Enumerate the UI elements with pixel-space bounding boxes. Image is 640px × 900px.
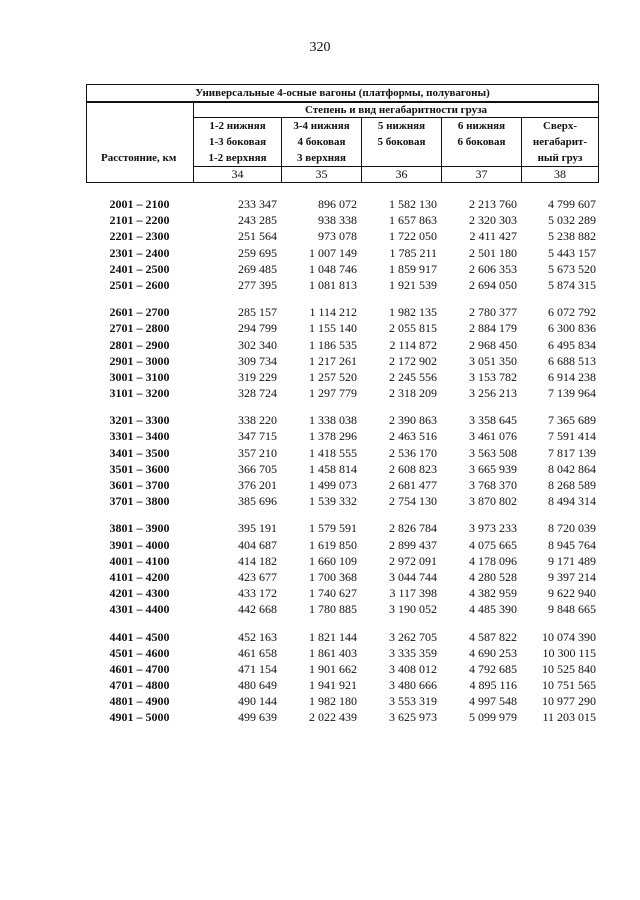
table-row xyxy=(86,629,598,645)
distance-cell: 2601 – 2700 xyxy=(109,305,170,320)
distance-cell: 2901 – 3000 xyxy=(109,353,170,368)
value-cell: 1 539 332 xyxy=(309,494,357,509)
value-cell: 1 785 211 xyxy=(389,245,437,260)
value-cell: 385 696 xyxy=(238,494,277,509)
value-cell: 2 826 784 xyxy=(389,521,437,536)
value-cell: 480 649 xyxy=(238,678,277,693)
value-cell: 3 480 666 xyxy=(389,678,437,693)
distance-cell: 3301 – 3400 xyxy=(109,429,170,444)
distance-column-header: Расстояние, км xyxy=(87,102,194,183)
table-row xyxy=(86,196,598,212)
distance-cell: 2101 – 2200 xyxy=(109,213,170,228)
value-cell: 269 485 xyxy=(238,261,277,276)
value-cell: 2 463 516 xyxy=(389,429,437,444)
value-cell: 1 186 535 xyxy=(309,337,357,352)
value-cell: 1 619 850 xyxy=(309,537,357,552)
value-cell: 2 608 823 xyxy=(389,461,437,476)
value-cell: 3 553 319 xyxy=(389,694,437,709)
distance-cell: 4501 – 4600 xyxy=(109,645,170,660)
value-cell: 10 525 840 xyxy=(542,661,596,676)
table-row xyxy=(86,245,598,261)
value-cell: 294 799 xyxy=(238,321,277,336)
value-cell: 8 268 589 xyxy=(548,478,596,492)
value-cell: 2 411 427 xyxy=(469,229,517,244)
distance-cell: 4001 – 4100 xyxy=(109,553,170,568)
column-header-37: 6 нижняя 6 боковая xyxy=(442,118,522,167)
table-row xyxy=(86,693,598,709)
value-cell: 309 734 xyxy=(238,353,277,368)
table-row xyxy=(86,645,598,661)
table-row xyxy=(86,277,598,293)
value-cell: 1 700 368 xyxy=(309,569,357,584)
value-cell: 4 587 822 xyxy=(469,629,517,644)
table-body xyxy=(86,196,598,737)
value-cell: 319 229 xyxy=(238,369,277,384)
table-row xyxy=(86,212,598,228)
distance-cell: 3201 – 3300 xyxy=(109,413,170,428)
value-cell: 1 155 140 xyxy=(309,321,357,336)
value-cell: 4 075 665 xyxy=(469,537,517,552)
value-cell: 2 884 179 xyxy=(469,321,517,336)
distance-cell: 3101 – 3200 xyxy=(109,386,170,401)
value-cell: 9 622 940 xyxy=(548,586,596,601)
value-cell: 4 997 548 xyxy=(469,694,517,709)
value-cell: 4 895 116 xyxy=(469,678,517,693)
distance-cell: 4701 – 4800 xyxy=(109,678,170,693)
distance-cell: 2001 – 2100 xyxy=(109,197,170,211)
value-cell: 3 768 370 xyxy=(469,478,517,492)
value-cell: 423 677 xyxy=(238,569,277,584)
value-cell: 2 972 091 xyxy=(389,553,437,568)
table-row xyxy=(86,445,598,461)
value-cell: 1 722 050 xyxy=(389,229,437,244)
distance-cell: 2501 – 2600 xyxy=(109,277,170,292)
value-cell: 5 874 315 xyxy=(548,277,596,292)
value-cell: 5 032 289 xyxy=(548,213,596,228)
value-cell: 4 178 096 xyxy=(469,553,517,568)
value-cell: 277 395 xyxy=(238,277,277,292)
table-row xyxy=(86,493,598,509)
value-cell: 1 859 917 xyxy=(389,261,437,276)
value-cell: 8 494 314 xyxy=(548,494,596,509)
column-header-34: 1-2 нижняя 1-3 боковая 1-2 верхняя xyxy=(194,118,282,167)
value-cell: 1 921 539 xyxy=(389,277,437,292)
value-cell: 1 081 813 xyxy=(309,277,357,292)
value-cell: 1 941 921 xyxy=(309,678,357,693)
value-cell: 1 297 779 xyxy=(309,386,357,401)
table-row xyxy=(86,337,598,353)
value-cell: 2 114 872 xyxy=(389,337,437,352)
value-cell: 3 358 645 xyxy=(469,413,517,428)
value-cell: 302 340 xyxy=(238,337,277,352)
value-cell: 6 495 834 xyxy=(548,337,596,352)
table-row xyxy=(86,477,598,493)
value-cell: 6 072 792 xyxy=(548,305,596,320)
value-cell: 404 687 xyxy=(238,537,277,552)
value-cell: 347 715 xyxy=(238,429,277,444)
value-cell: 461 658 xyxy=(238,645,277,660)
table-row xyxy=(86,461,598,477)
table-row xyxy=(86,320,598,336)
value-cell: 2 055 815 xyxy=(389,321,437,336)
value-cell: 4 280 528 xyxy=(469,569,517,584)
value-cell: 3 563 508 xyxy=(469,445,517,460)
value-cell: 471 154 xyxy=(238,661,277,676)
distance-cell: 2301 – 2400 xyxy=(109,245,170,260)
value-cell: 3 256 213 xyxy=(469,386,517,401)
distance-cell: 3401 – 3500 xyxy=(109,445,170,460)
value-cell: 2 899 437 xyxy=(389,537,437,552)
value-cell: 2 501 180 xyxy=(469,245,517,260)
value-cell: 3 153 782 xyxy=(469,369,517,384)
value-cell: 1 582 130 xyxy=(389,197,437,211)
table-row xyxy=(86,353,598,369)
distance-cell: 4401 – 4500 xyxy=(109,629,170,644)
value-cell: 1 499 073 xyxy=(309,478,357,492)
value-cell: 233 347 xyxy=(238,197,277,211)
column-header-36: 5 нижняя 5 боковая xyxy=(362,118,442,167)
value-cell: 10 300 115 xyxy=(542,645,596,660)
table-row xyxy=(86,661,598,677)
row-group xyxy=(86,304,598,401)
value-cell: 1 418 555 xyxy=(309,445,357,460)
value-cell: 2 213 760 xyxy=(469,197,517,211)
value-cell: 285 157 xyxy=(238,305,277,320)
value-cell: 366 705 xyxy=(238,461,277,476)
distance-cell: 3801 – 3900 xyxy=(109,521,170,536)
value-cell: 259 695 xyxy=(238,245,277,260)
value-cell: 1 982 135 xyxy=(389,305,437,320)
value-cell: 1 257 520 xyxy=(309,369,357,384)
distance-cell: 2701 – 2800 xyxy=(109,321,170,336)
distance-cell: 3001 – 3100 xyxy=(109,369,170,384)
value-cell: 1 780 885 xyxy=(309,602,357,617)
value-cell: 2 754 130 xyxy=(389,494,437,509)
distance-cell: 4801 – 4900 xyxy=(109,694,170,709)
column-header-38: Сверх- негабарит- ный груз xyxy=(522,118,599,167)
value-cell: 2 606 353 xyxy=(469,261,517,276)
value-cell: 3 044 744 xyxy=(389,569,437,584)
value-cell: 3 665 939 xyxy=(469,461,517,476)
distance-cell: 4201 – 4300 xyxy=(109,586,170,601)
table-row xyxy=(86,677,598,693)
value-cell: 1 048 746 xyxy=(309,261,357,276)
value-cell: 9 171 489 xyxy=(548,553,596,568)
column-header-35: 3-4 нижняя 4 боковая 3 верхняя xyxy=(282,118,362,167)
table-row xyxy=(86,412,598,428)
distance-cell: 4901 – 5000 xyxy=(109,710,170,725)
value-cell: 973 078 xyxy=(318,229,357,244)
value-cell: 9 848 665 xyxy=(548,602,596,617)
value-cell: 3 335 359 xyxy=(389,645,437,660)
value-cell: 4 485 390 xyxy=(469,602,517,617)
column-number: 38 xyxy=(522,167,599,183)
value-cell: 1 007 149 xyxy=(309,245,357,260)
value-cell: 3 117 398 xyxy=(389,586,437,601)
value-cell: 3 870 802 xyxy=(469,494,517,509)
value-cell: 6 688 513 xyxy=(548,353,596,368)
distance-cell: 2801 – 2900 xyxy=(109,337,170,352)
value-cell: 1 114 212 xyxy=(309,305,357,320)
value-cell: 4 690 253 xyxy=(469,645,517,660)
value-cell: 3 051 350 xyxy=(469,353,517,368)
value-cell: 357 210 xyxy=(238,445,277,460)
value-cell: 2 320 303 xyxy=(469,213,517,228)
value-cell: 243 285 xyxy=(238,213,277,228)
distance-cell: 3901 – 4000 xyxy=(109,537,170,552)
column-number: 35 xyxy=(282,167,362,183)
value-cell: 2 694 050 xyxy=(469,277,517,292)
value-cell: 2 681 477 xyxy=(389,478,437,492)
value-cell: 4 382 959 xyxy=(469,586,517,601)
table-title: Универсальные 4-осные вагоны (платформы, полувагоны) xyxy=(87,85,599,103)
value-cell: 3 190 052 xyxy=(389,602,437,617)
table-subtitle: Степень и вид негабаритности груза xyxy=(194,102,599,118)
row-group xyxy=(86,520,598,617)
column-number: 34 xyxy=(194,167,282,183)
value-cell: 8 042 864 xyxy=(548,461,596,476)
distance-cell: 2401 – 2500 xyxy=(109,261,170,276)
distance-cell: 4301 – 4400 xyxy=(109,602,170,617)
value-cell: 442 668 xyxy=(238,602,277,617)
value-cell: 938 338 xyxy=(318,213,357,228)
value-cell: 10 751 565 xyxy=(542,678,596,693)
table-row xyxy=(86,553,598,569)
value-cell: 3 408 012 xyxy=(389,661,437,676)
distance-cell: 3601 – 3700 xyxy=(109,478,170,492)
value-cell: 251 564 xyxy=(238,229,277,244)
value-cell: 414 182 xyxy=(238,553,277,568)
value-cell: 1 338 038 xyxy=(309,413,357,428)
table-row xyxy=(86,709,598,725)
table-row xyxy=(86,537,598,553)
table-header xyxy=(86,84,599,183)
value-cell: 5 099 979 xyxy=(469,710,517,725)
value-cell: 338 220 xyxy=(238,413,277,428)
value-cell: 7 139 964 xyxy=(548,386,596,401)
value-cell: 1 660 109 xyxy=(309,553,357,568)
value-cell: 433 172 xyxy=(238,586,277,601)
value-cell: 1 458 814 xyxy=(309,461,357,476)
value-cell: 2 536 170 xyxy=(389,445,437,460)
value-cell: 3 461 076 xyxy=(469,429,517,444)
value-cell: 452 163 xyxy=(238,629,277,644)
table-row xyxy=(86,304,598,320)
value-cell: 1 579 591 xyxy=(309,521,357,536)
value-cell: 9 397 214 xyxy=(548,569,596,584)
value-cell: 1 740 627 xyxy=(309,586,357,601)
distance-cell: 4101 – 4200 xyxy=(109,569,170,584)
table-row xyxy=(86,520,598,536)
value-cell: 4 792 685 xyxy=(469,661,517,676)
value-cell: 7 591 414 xyxy=(548,429,596,444)
value-cell: 5 673 520 xyxy=(548,261,596,276)
table-row xyxy=(86,601,598,617)
value-cell: 11 203 015 xyxy=(542,710,596,725)
distance-cell: 4601 – 4700 xyxy=(109,661,170,676)
value-cell: 2 318 209 xyxy=(389,386,437,401)
page-number: 320 xyxy=(309,40,331,55)
value-cell: 499 639 xyxy=(238,710,277,725)
value-cell: 2 172 902 xyxy=(389,353,437,368)
distance-cell: 3501 – 3600 xyxy=(109,461,170,476)
table-row xyxy=(86,369,598,385)
row-group xyxy=(86,196,598,293)
row-group xyxy=(86,412,598,509)
value-cell: 3 973 233 xyxy=(469,521,517,536)
value-cell: 2 245 556 xyxy=(389,369,437,384)
row-group xyxy=(86,629,598,726)
value-cell: 1 821 144 xyxy=(309,629,357,644)
value-cell: 376 201 xyxy=(238,478,277,492)
value-cell: 1 901 662 xyxy=(309,661,357,676)
value-cell: 5 238 882 xyxy=(548,229,596,244)
value-cell: 3 625 973 xyxy=(389,710,437,725)
value-cell: 4 799 607 xyxy=(548,197,596,211)
value-cell: 1 861 403 xyxy=(309,645,357,660)
value-cell: 10 074 390 xyxy=(542,629,596,644)
value-cell: 7 365 689 xyxy=(548,413,596,428)
value-cell: 8 720 039 xyxy=(548,521,596,536)
column-number: 36 xyxy=(362,167,442,183)
distance-cell: 3701 – 3800 xyxy=(109,494,170,509)
value-cell: 8 945 764 xyxy=(548,537,596,552)
value-cell: 6 300 836 xyxy=(548,321,596,336)
value-cell: 2 780 377 xyxy=(469,305,517,320)
value-cell: 896 072 xyxy=(318,197,357,211)
value-cell: 2 390 863 xyxy=(389,413,437,428)
value-cell: 7 817 139 xyxy=(548,445,596,460)
value-cell: 3 262 705 xyxy=(389,629,437,644)
table-row xyxy=(86,569,598,585)
value-cell: 2 022 439 xyxy=(309,710,357,725)
value-cell: 395 191 xyxy=(238,521,277,536)
table-row xyxy=(86,261,598,277)
table-row xyxy=(86,385,598,401)
value-cell: 1 982 180 xyxy=(309,694,357,709)
value-cell: 5 443 157 xyxy=(548,245,596,260)
table-row xyxy=(86,585,598,601)
value-cell: 6 914 238 xyxy=(548,369,596,384)
distance-cell: 2201 – 2300 xyxy=(109,229,170,244)
value-cell: 1 657 863 xyxy=(389,213,437,228)
value-cell: 10 977 290 xyxy=(542,694,596,709)
column-number: 37 xyxy=(442,167,522,183)
table-row xyxy=(86,428,598,444)
value-cell: 2 968 450 xyxy=(469,337,517,352)
value-cell: 1 378 296 xyxy=(309,429,357,444)
value-cell: 328 724 xyxy=(238,386,277,401)
value-cell: 1 217 261 xyxy=(309,353,357,368)
table-row xyxy=(86,228,598,244)
value-cell: 490 144 xyxy=(238,694,277,709)
